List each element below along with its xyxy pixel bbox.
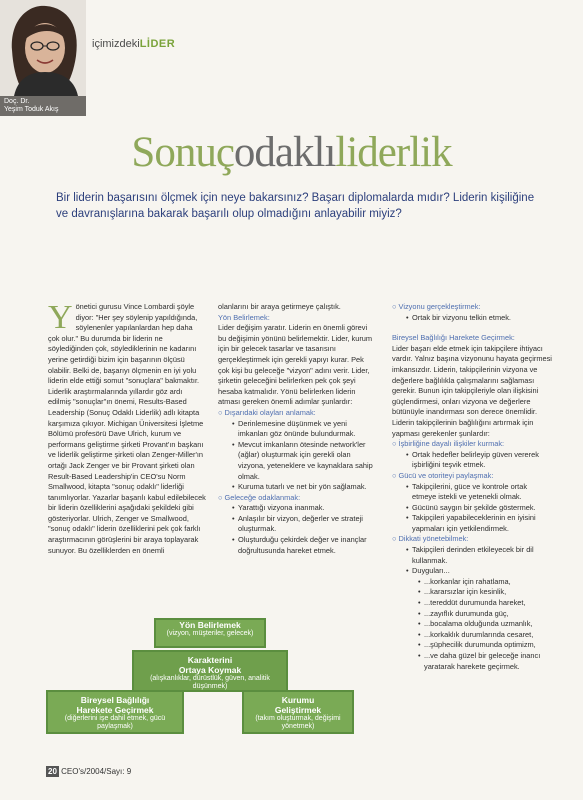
bullet-heading: ○ Vizyonu gerçekleştirmek: <box>392 302 481 311</box>
list-item: • Duyguları... <box>406 566 552 577</box>
list-item: • ...kararsızlar için kesinlik, <box>418 587 552 598</box>
list-item: • ...ve daha güzel bir geleceğe inancı yaratarak harekete geçirmek. <box>418 651 552 672</box>
direction-paragraph: Lider değişim yaratır. Liderin en önemli görevi bu değişimin yönünü belirlemektir. Lider, kurum için bir gelecek tasarlar ve tasarısını gerçekleştirmek için gerekli yapıyı kurar. Pek çok kişi bu geleceğe "vizyon" adını verir. Lider, şirketin geleceğini belirlerken pek çok şeyi hesaba katmalıdır. Yönü belirlerken liderin atması gereken önemli adımlar şunlardır: <box>218 323 373 407</box>
bullet-list <box>392 482 552 535</box>
page-number: 20 <box>48 767 57 776</box>
list-item: • Kuruma tutarlı ve net bir yön sağlamak. <box>232 482 376 493</box>
diagram-box-direction: Yön Belirlemek (vizyon, müşteriler, gelecek) <box>154 618 266 648</box>
list-item: • ...korkaklık durumlarında cesaret, <box>418 630 552 641</box>
list-item: • ...şüphecilik durumunda optimizm, <box>418 640 552 651</box>
list-item: • Gücünü saygın bir şekilde göstermek. <box>406 503 552 514</box>
bullet-list <box>218 419 376 493</box>
author-photo <box>0 0 86 96</box>
body-paragraph <box>48 299 206 556</box>
column-1-text: önetici gurusu Vince Lombardi şöyle diyor: "Her şey söylenip yapıldığında, söylenenler yapılanlardan hep daha çok olur." Bu durumda bir liderin ne söylediğinden çok, söylediklerinin ne kadarını yerine getirdiği bizim için başarının ölçüsü olabilir. Belki de, başarıyı ölçmenin en iyi yolu liderin elde ettiği somut "sonuçlara" bakmaktır. Liderlik araştırmalarında yıllardır göz ardı edilmiş "sonuçlar"ın önemi, Results-Based Leadership (Sonuç Odaklı Liderlik) adlı kitapta karşımıza çıkıyor. Michigan Üniversitesi İşletme Bölümü profesörü Dave Ulrich, kurum ve performans geliştirme şirketi Provant'ın başkanı ve liderlik geliştirme şirketi olan Zenger-Miller'ın ortağı Jack Zenger ve bir Provant şirketi olan Result-Based Leadership'in CEO'su Norm Smallwood, kitapta "sonuç odaklı" liderliği tanımlıyorlar. Yazarlar başarılı kabul edilebilecek bir liderin özelliklerini aşağıdaki şekildeki gibi gösteriyorlar. Ulrich, Zenger ve Smallwood, "sonuç odaklı" liderin özelliklerini pek çok farklı araştırmacının görüşlerini bir araya toplayarak sunuyor. Bu özelliklerden en önemli <box>48 302 206 555</box>
headline-word-1: Sonuç <box>131 129 234 176</box>
list-item: • Ortak bir vizyonu telkin etmek. <box>406 313 552 324</box>
bullet-heading: ○ Geleceğe odaklanmak: <box>218 492 301 502</box>
text-column-2 <box>218 302 376 556</box>
column-prefix: içimizdeki <box>92 38 140 50</box>
list-item: • Takipçilerini, güce ve kontrole ortak etmeye istekli ve yetenekli olmak. <box>406 482 552 503</box>
author-caption <box>0 96 86 116</box>
list-item: • Ortak hedefler belirleyip güven vererek işbirliğini teşvik etmek. <box>406 450 552 471</box>
subheading-direction: Yön Belirlemek: <box>218 312 270 322</box>
text-column-3 <box>392 302 552 672</box>
lead-paragraph: Bir liderin başarısını ölçmek için neye bakarsınız? Başarı diplomalarda mıdır? Liderin kişiliğine ve davranışlarına bakarak başarılı olup olmadığını anlayabilir miyiz? <box>56 192 535 220</box>
issue-info: CEO's/2004/Sayı: 9 <box>61 767 132 776</box>
emotion-list <box>392 577 552 672</box>
headline-word-3: liderlik <box>335 129 452 176</box>
bullet-heading: ○ Gücü ve otoriteyi paylaşmak: <box>392 470 494 480</box>
bullet-list <box>218 503 376 556</box>
bullet-list <box>392 545 552 577</box>
list-item: • ...tereddüt durumunda hareket, <box>418 598 552 609</box>
page-footer <box>46 767 131 776</box>
list-item: • Takipçileri yapabileceklerinin en iyisini yapmaları için yetkilendirmek. <box>406 513 552 534</box>
list-item: • ...zayıflık durumunda güç, <box>418 609 552 620</box>
article-headline <box>0 128 583 177</box>
column-highlight: LİDER <box>139 38 176 50</box>
text-column-1 <box>48 299 206 556</box>
list-item: • ...korkanlar için rahatlama, <box>418 577 552 588</box>
leadership-diagram <box>46 618 358 760</box>
diagram-box-commitment: Bireysel Bağlılığı Harekete Geçirmek (diğerlerini işe dahil etmek, gücü paylaşmak) <box>46 690 184 734</box>
diagram-box-organization: Kurumu Geliştirmek (takım oluşturmak, değişimi yönetmek) <box>242 690 354 734</box>
column-name <box>92 38 175 50</box>
list-item: • Takipçileri derinden etkileyecek bir dil kullanmak. <box>406 545 552 566</box>
bullet-heading: ○ Dışarıdaki olayları anlamak: <box>218 407 316 417</box>
diagram-box-character: Karakterini Ortaya Koymak (alışkanlıklar, dürüstlük, güven, analitik düşünmek) <box>132 650 288 692</box>
bullet-list <box>392 313 552 324</box>
author-title: Doç. Dr. <box>4 98 30 105</box>
list-item: • ...bocalama olduğunda uzmanlık, <box>418 619 552 630</box>
list-item: • Oluşturduğu çekirdek değer ve inançlar doğrultusunda hareket etmek. <box>232 535 376 556</box>
list-item: • Derinlemesine düşünmek ve yeni imkanları göz önünde bulundurmak. <box>232 419 376 440</box>
bullet-heading: ○ İşbirliğine dayalı ilişkiler kurmak: <box>392 439 505 449</box>
headline-word-2: odaklı <box>233 129 336 176</box>
list-item: • Anlaşılır bir vizyon, değerler ve strateji oluşturmak. <box>232 514 376 535</box>
commitment-paragraph: Lider başarı elde etmek için takipçilere ihtiyacı vardır. Yalnız başına vizyonunu hayata geçirmesi imkansızdır. Liderin, takipçilerinin vizyona ve değerlere bağlılıkla çalışmalarını sağlaması gerekir. Bunun için takipçileriyle olan ilişkisini güçlendirmesi, onları vizyona ve değerlere bütünüyle inandırması son derece önemlidir. Liderin takipçilerinin bağlılığını artırmak için yapması gerekenler şunlardır: <box>392 343 552 438</box>
list-item: • Yarattığı vizyona inanmak. <box>232 503 376 514</box>
drop-cap: Y <box>48 299 73 336</box>
list-item: • Mevcut imkanların ötesinde network'ler (ağlar) oluşturmak için gerekli olan vizyona, yeteneklere ve kaynaklara sahip olmak. <box>232 440 376 482</box>
column-2-intro: olanlarını bir araya getirmeye çalıştık. <box>218 302 341 311</box>
subheading-commitment: Bireysel Bağlılığı Harekete Geçirmek: <box>392 333 515 343</box>
bullet-list <box>392 450 552 471</box>
author-name: Yeşim Toduk Akış <box>4 106 59 113</box>
bullet-heading: ○ Dikkati yönetebilmek: <box>392 534 469 544</box>
